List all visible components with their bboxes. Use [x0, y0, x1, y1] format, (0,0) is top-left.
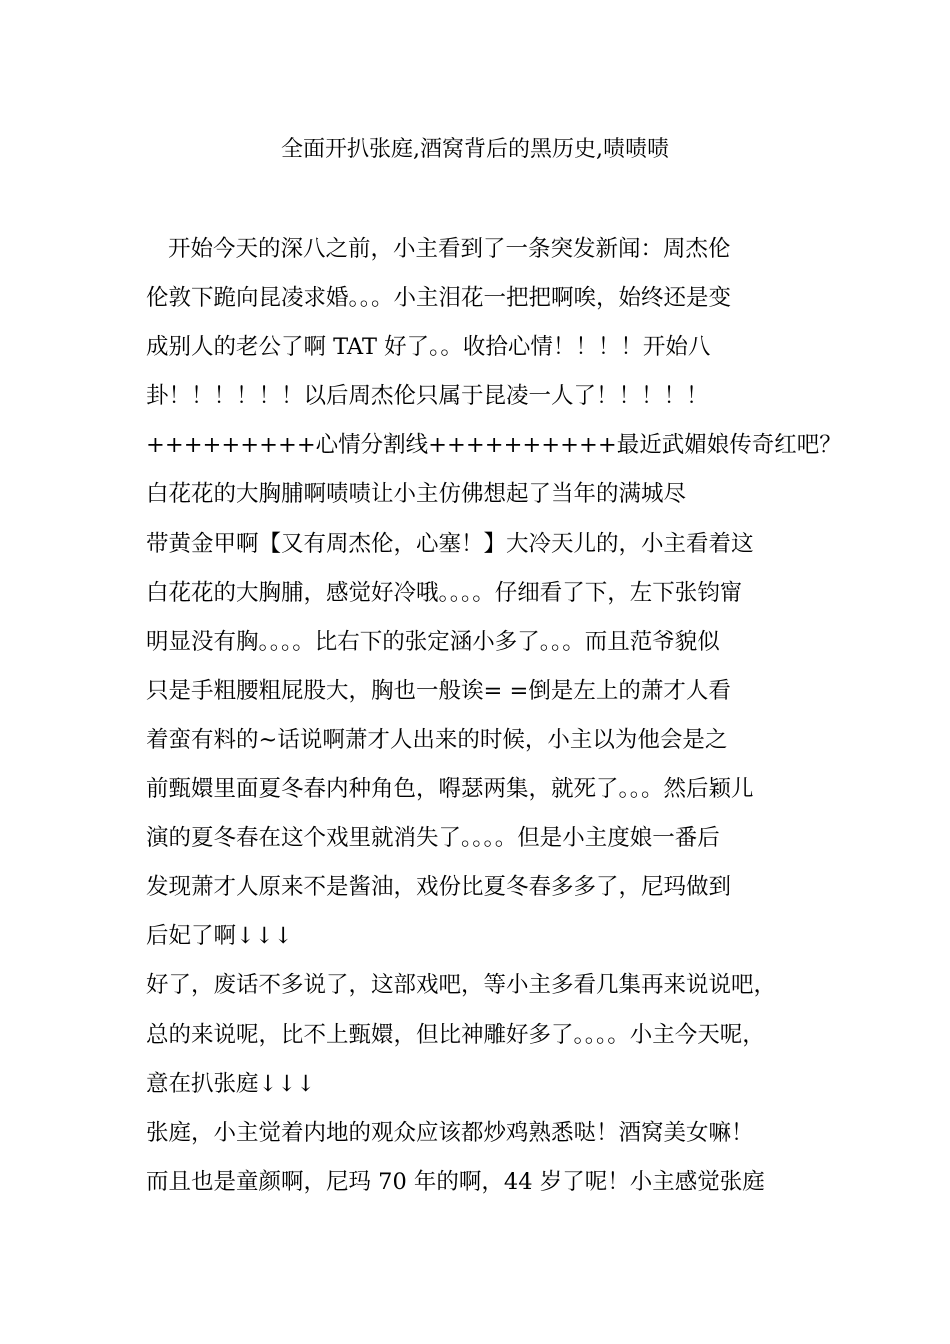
- paragraph-line: 带黄金甲啊【又有周杰伦，心塞！】大冷天儿的，小主看着这: [146, 530, 754, 557]
- paragraph-line: 伦敦下跪向昆凌求婚。。。小主泪花一把把啊唉，始终还是变: [146, 285, 732, 312]
- paragraph-line: 演的夏冬春在这个戏里就消失了。。。。但是小主度娘一番后: [146, 825, 720, 852]
- paragraph-line: +++++++++心情分割线++++++++++最近武媚娘传奇红吧？: [146, 432, 842, 459]
- paragraph-line: 张庭，小主觉着内地的观众应该都炒鸡熟悉哒！酒窝美女嘛！: [146, 1119, 754, 1146]
- paragraph-line: 发现萧才人原来不是酱油，戏份比夏冬春多多了，尼玛做到: [146, 874, 732, 901]
- paragraph-line: 前甄嬛里面夏冬春内种角色，嘚瑟两集，就死了。。。然后颖儿: [146, 776, 754, 803]
- paragraph-line: 只是手粗腰粗屁股大，胸也一般诶= =倒是左上的萧才人看: [146, 677, 731, 704]
- paragraph-line: 而且也是童颜啊，尼玛 70 年的啊，44 岁了呢！小主感觉张庭: [146, 1168, 765, 1195]
- paragraph-line: 总的来说呢，比不上甄嬛，但比神雕好多了。。。。小主今天呢，: [146, 1021, 765, 1048]
- paragraph-line: 着蛮有料的~话说啊萧才人出来的时候，小主以为他会是之: [146, 726, 728, 753]
- paragraph-line: 后妃了啊↓↓↓: [146, 923, 293, 950]
- paragraph-line: 好了，废话不多说了，这部戏吧，等小主多看几集再来说说吧，: [146, 972, 777, 999]
- paragraph-line: 成别人的老公了啊 TAT 好了。。收拾心情！！！！开始八: [146, 334, 711, 361]
- paragraph-line: 开始今天的深八之前，小主看到了一条突发新闻：周杰伦: [168, 236, 731, 262]
- paragraph-line: 白花花的大胸脯，感觉好冷哦。。。。仔细看了下，左下张钧甯: [146, 579, 743, 606]
- article-body: [146, 231, 842, 1213]
- document-title: 全面开扒张庭,酒窝背后的黑历史,啧啧啧: [281, 137, 669, 162]
- paragraph-line: 白花花的大胸脯啊啧啧让小主仿佛想起了当年的满城尽: [146, 481, 687, 508]
- paragraph-line: 明显没有胸。。。。比右下的张定涵小多了。。。而且范爷貌似: [146, 628, 720, 655]
- paragraph-line: 意在扒张庭↓↓↓: [146, 1070, 316, 1097]
- paragraph-line: 卦！！！！！！以后周杰伦只属于昆凌一人了！！！！！: [146, 383, 709, 410]
